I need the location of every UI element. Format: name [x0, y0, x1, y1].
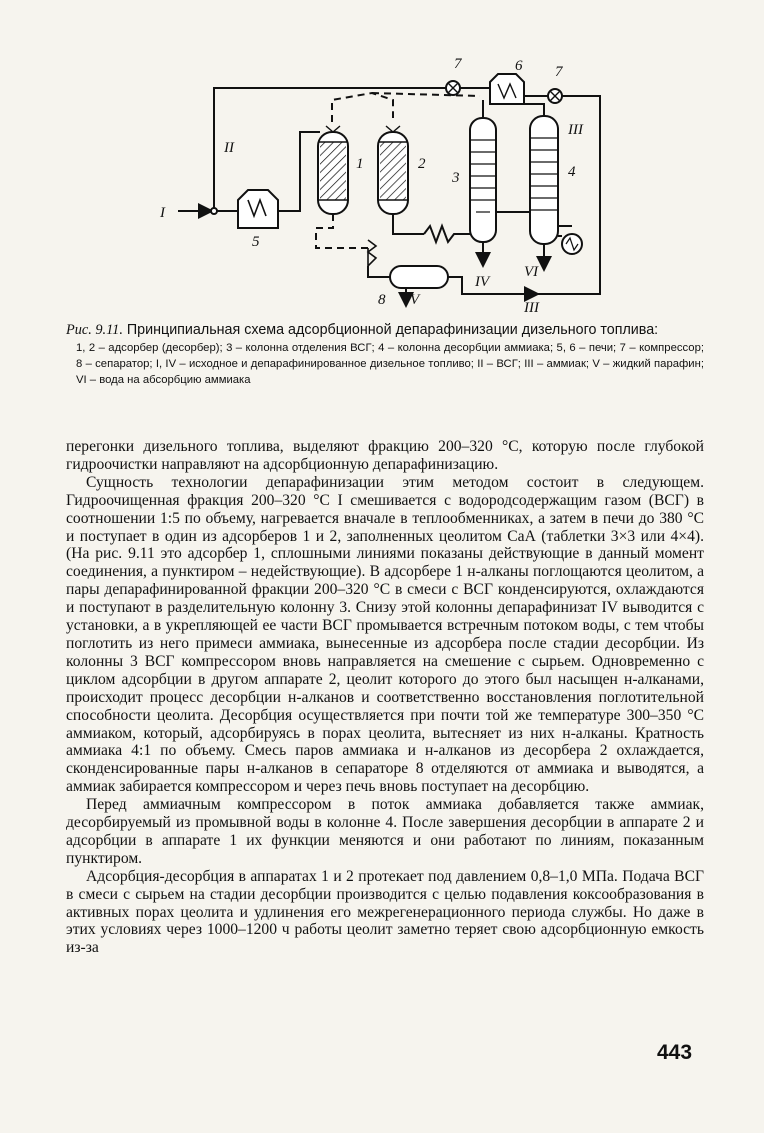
- dashed-distribution-top: [332, 93, 393, 122]
- body-text: [66, 438, 704, 957]
- furnace-6: [490, 74, 524, 104]
- page-number: 443: [657, 1041, 693, 1064]
- mixing-node: [211, 208, 217, 214]
- paragraph-4: Адсорбция-десорбция в аппаратах 1 и 2 протекает под давлением 0,8–1,0 МПа. Подача ВСГ в смеси с сырьем на стадии десорбции производится с целью подавления коксообразования в активных порах цеолита и удлинения его межрегенерационного периода службы. Но даже в этих условиях через 1000–1200 ч работы цеолит заметно теряет свою адсорбционную емкость из-за: [66, 867, 704, 957]
- compressor-7a: [446, 81, 460, 95]
- column-3: [470, 118, 496, 242]
- process-flow-diagram: [155, 40, 625, 320]
- figure-caption: [66, 322, 704, 388]
- adsorber-1: [318, 126, 348, 214]
- item-label-7a: 7: [454, 56, 462, 72]
- stream-label-iv: IV: [475, 274, 490, 290]
- caption-prefix: Рис. 9.11.: [66, 322, 123, 338]
- cooler-zigzag: [424, 226, 470, 242]
- item-label-8: 8: [378, 292, 386, 308]
- stream-label-iii-top: III: [568, 122, 583, 138]
- caption-title-text: Принципиальная схема адсорбционной депарафинизации дизельного топлива:: [122, 322, 659, 338]
- stream-label-v: V: [410, 292, 420, 308]
- item-label-1: 1: [356, 156, 364, 172]
- item-label-6: 6: [515, 58, 523, 74]
- item-label-2: 2: [418, 156, 426, 172]
- item-label-3: 3: [452, 170, 460, 186]
- stream-label-i: I: [160, 205, 165, 221]
- furnace-5: [238, 190, 278, 228]
- stream-label-ii: II: [224, 140, 234, 156]
- stream-label-iii-bottom: III: [524, 300, 539, 316]
- paragraph-3: Перед аммиачным компрессором в поток аммиака добавляется также аммиак, десорбируемый из промывной воды в колонне 4. После завершения десорбции в аппарате 2 и адсорбции в аппарате 1 их функции меняются и они работают по линиям, показанным пунктиром.: [66, 796, 704, 867]
- paragraph-1: перегонки дизельного топлива, выделяют фракцию 200–320 °С, которую после глубокой гидроочистки направляют на адсорбционную депарафинизацию.: [66, 438, 704, 473]
- item-label-5: 5: [252, 234, 260, 250]
- compressor-7b: [548, 89, 562, 103]
- stream-label-vi: VI: [524, 264, 539, 280]
- paragraph-2: Сущность технологии депарафинизации этим методом состоит в следующем. Гидроочищенная фракция 200–320 °С I смешивается с водородсодержащим газом (ВСГ) в соотношении 1:5 по объему, нагревается вначале в теплообменниках, а затем в печи до 380 °С и поступает в один из адсорберов 1 и 2, заполненных цеолитом СаА (таблетки 3×3 или 4×4). (На рис. 9.11 это адсорбер 1, сплошными линиями показаны действующие в данный момент соединения, а пунктиром – недействующие). В адсорбере 1 н-алканы поглощаются цеолитом, а пары депарафинированной фракции 200–320 °С в смеси с ВСГ конденсируются, охлаждаются и поступают в разделительную колонну 3. Снизу этой колонны депарафинизат IV выводится с установки, а в укрепляющей ее части ВСГ промывается встречным потоком воды, с тем чтобы поглотить из него примеси аммиака, вынесенные из адсорбера после стадии десорбции. Из колонны 3 ВСГ компрессором вновь направляется на смешение с сырьем. Одновременно с циклом адсорбции в другом аппарате 2, цеолит которого до этого был насыщен н-алканами, происходит процесс десорбции н-алканов и соответственно восстановления поглотительной способности цеолита. Десорбция осуществляется при почти той же температуре 300–350 °С аммиаком, который, адсорбируясь в порах цеолита, вытесняет из них н-алканы. Кратность аммиака 4:1 по объему. Смесь паров аммиака и н-алканов из десорбера 2 охлаждается, сконденсированные пары н-алканов в сепараторе 8 отделяются от аммиака и выводятся, а аммиак забирается компрессором и через печь вновь поступает на десорбцию.: [66, 473, 704, 796]
- item-label-4: 4: [568, 164, 576, 180]
- caption-title: [66, 322, 704, 339]
- caption-legend: 1, 2 – адсорбер (десорбер); 3 – колонна отделения ВСГ; 4 – колонна десорбции аммиака; 5, 6 – печи; 7 – компрессор; 8 – сепаратор; I, IV – исходное и депарафинированное дизельное топливо; II – ВСГ; III – аммиак; V – жидкий парафин; VI – вода на абсорбцию аммиака: [76, 342, 704, 386]
- item-label-7b: 7: [555, 64, 563, 80]
- adsorber-2: [378, 126, 408, 214]
- column-4: [530, 116, 558, 244]
